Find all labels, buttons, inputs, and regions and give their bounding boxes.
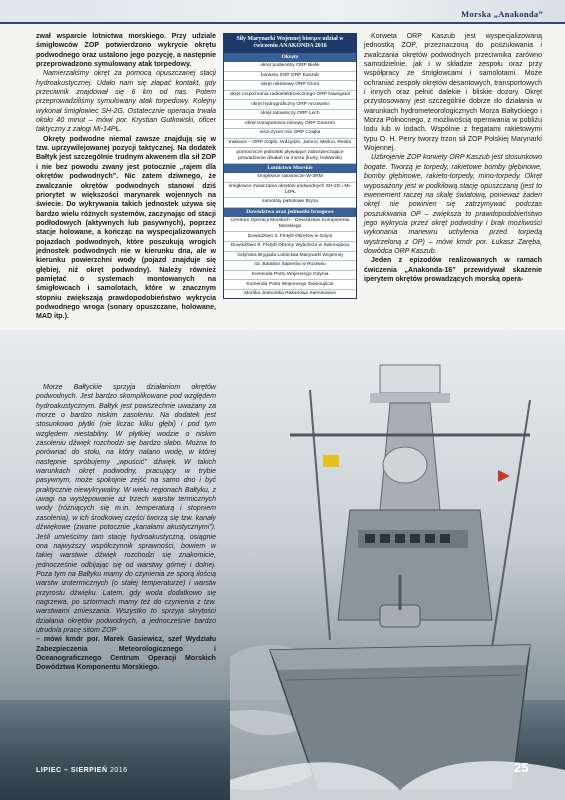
list-item: Morska Jednostka Rakietowa Siemirowice [244, 291, 336, 297]
list-item: 43. Batalion Saperów w Rozewiu [224, 261, 356, 271]
paragraph: Namierzaliśmy okręt za pomocą opuszczanej stacji hydroakustycznej. Udało nam się złapać kontakt, gdy przeciwnik znajdował się 6 km od nas. Potem przeprowadziliśmy symulowany atak torpedowy. Kolejny wykonał śmigłowiec SH-2G. Ostatecznie operacja trwała około 40 minut – mówi por. Krystian Gutkowski, oficer taktyczny z załogi Mi-14PŁ. [36, 70, 216, 134]
list-item: niszczyciel min ORP Czajka [224, 129, 356, 139]
header-rule [0, 22, 565, 24]
list-item: Dowództwo 8. Flotylli Obrony Wybrzeża w Świnoujściu [224, 242, 356, 252]
issue-months: LIPIEC – SIERPIEŃ [36, 767, 108, 774]
list-item: okręt hydrograficzny ORP Arctowski [224, 100, 356, 110]
list-item: Gdyńska Brygada Lotnictwa Marynarki Wojennej [224, 252, 356, 262]
paragraph: zwał wsparcie lotnictwa morskiego. Przy udziale śmigłowców ZOP potwierdzono wykrycie okrętu podwodnego oraz ustalono jego pozycję, a następnie przeprowadzono symulowany atak torpedowy. [36, 33, 216, 69]
corvette-photo [230, 360, 565, 800]
list-item: samoloty patrolowe Bryza [224, 198, 356, 208]
paragraph: Morze Bałtyckie sprzyja działaniom okrętów podwodnych. Jest bardzo skomplikowane pod względem hydroakustycznym. Bałtyk jest powszechnie uważany za morze o bardzo niskim zasoleniu. Na dodatek jest stosunkowo płytki (nie liczac kilku głębi) i pod tym względem niestabilny. W płytkiej wodzie o niskim zasoleniu dźwięk rozchodzi się bardzo słabo. Można to porównać do stołu, na który nalano wodę, w której następnie spróbujemy „wpuścić” dźwięk. W takich warunkach okręt podwodny, pracujący w trybie pasywnym, może spokojnie zejść na samo dno i być praktycznie niewykrywalny. W wielu regionach Bałtyku, z uwagi na występowanie aż trzech warstw termicznych wody (różniących się m.in. temperaturą i stopniem zasolenia), w ich środkowej części tworzą się tzw. kanały dźwiękowe (zwane potocznie „kanałami akustycznymi”). Jeśli umieścimy tam stację hydroakustyczną, osiągnie ona najwyższy współczynnik sprawności, bowiem w takiej warstwie dźwięk rozchodzi się znakomicie, jednocześnie odbijając się od warstwy górnej i dolnej. Poza tym na Bałtyku mamy do czynienia ze sporą ilością warstw izotermicznych (o stałej temperaturze) i warstw przyrostu dźwięku. Latem, gdy woda dodatkowo się nagrzewa, po sztormach mamy też do czynienia z tzw. warstwami zmieszania. Wszystko to sprzyja skrytości działania okrętów podwodnych, a jednocześnie bardzo utrudnia pracę sitom ZOP [36, 384, 216, 634]
sidebar-section-aviation: Lotnictwo Morskie [224, 164, 356, 173]
paragraph: Korweta ORP Kaszub jest wyspecjalizowaną jednostką ZOP, przeznaczoną do poszukiwania i zwalczania okrętów podwodnych przeciwnika zarówno samodzielnie, jak i w składzie zespołu oraz przy współpracy ze śmigłowcami i samolotami. Może ochraniać zespoły okrętów desantowych, transportowych i innych oraz pełnić dalekie i bliskie dozory. Okręt przystosowany jest szczególnie dobrze do działania w warunkach hydrometeorologicznych Morza Bałtyckiego i Morza Północnego, z możliwością operowania w pobliżu lodu lub w lodach. Wspólnie z fregatami rakietowymi typu O. H. Perry tworzy trzon sił ZOP Polskiej Marynarki Wojennej. [364, 33, 542, 153]
column-right [364, 32, 542, 284]
list-item: okręt podwodny ORP Bielik [224, 62, 356, 72]
list-item: Centrum Operacji Morskich – Dowództwo Komponentu Morskiego [224, 217, 356, 233]
list-item: trałowce – ORP Gopło, Wdzydze, Jamno, Mielno, Resko [224, 139, 356, 149]
paragraph: Uzbrojenie ZOP korwety ORP Kaszub jest stosunkowo bogate. Tworzą je torpedy, rakietowe bomby głębinowe, bomby głębinowe, rakieto-torpedy, mino-torpedy. Okręt wyposażony jest w podkilową stację opuszczaną (jest to ewenement raczej na skalę światową, ponieważ żaden okręt nie powinien się zatrzymywać podczas poszukiwania OP – zwiększa to prawdopodobieństwo jego wykrycia przez okręt podwodny i brak możliwości wykonania manewru uchylenia przed torpedą wystrzeloną z OP) – mówi kmdr por. Łukasz Zaręba, dowódca ORP Kaszub. [364, 154, 542, 255]
sidebar-section-ships: Okręty [224, 53, 356, 62]
list-item: okręt rakietowy ORP Grom [224, 81, 356, 91]
column-left-bottom [36, 383, 216, 673]
forces-sidebar-box [223, 33, 357, 299]
issue-year: 2016 [109, 767, 128, 774]
paragraph: Jeden z epizodów realizowanych w ramach ćwiczenia „Anakonda-16” przewidywał skażenie iperytem okrętów prowadzących morską opera- [364, 257, 542, 283]
list-item: śmigłowce zwalczania okrętów podwodnych SH-2G i Mi-14PŁ [224, 183, 356, 199]
list-item: okręt transportowo-minowy ORP Gniezno [224, 120, 356, 130]
section-title: Morska „Anakonda” [461, 9, 543, 19]
list-item: okręt rozpoznania radioelektronicznego ORP Nawigator [224, 91, 356, 101]
list-item: pomocnicze jednostki pływające zabezpieczające prowadzenie działań na morzu (kutry, holowniki) [224, 148, 356, 164]
page-number: 25 [514, 760, 529, 775]
issue-footer [36, 767, 128, 774]
paragraph: – mówi kmdr por. Marek Gasiewicz, szef Wydziału Zabezpieczenia Meteorologicznego i Oceanograficznego Centrum Operacji Morskich Dowództwa Komponentu Morskiego. [36, 636, 216, 672]
list-item: śmigłowce ratownicze W-3RM [224, 173, 356, 183]
paragraph: Okręty podwodne niemal zawsze znajdują się w tzw. uprzywilejowanej pozycji taktycznej. Na dodatek Bałtyk jest szczególnie trudnym akwenem dla sił ZOP i nie bez powodu zwany jest potocznie „rajem dla okrętów podwodnych”. Nic zatem dziwnego, że zwalczanie okrętów podwodnych stanowi dziś priorytet w większości marynarek wojennych na świecie. Do wykrywania takich jednostek używa się bardzo wielu różnych systemów, zaczynając od stacji podłodowych (aktywnych lub pasywnych), poprzez stacje holowane, a kończąc na wyspecjalizowanych pojazdach podwodnych, które poszukują wrogich jednostek podwodnych nie w kierunku dna, ale w kierunku powierzchni wody (pojazd znajduje się głębiej, niż okręt podwodny). Należy również pamiętać o systemach montowanych na śmigłowcach i samolotach, które w znacznym stopniu zwiększają prawdopodobieństwo wykrycia podwodnego wroga (sonary opuszczane, holowane, MAD itp.). [36, 135, 216, 321]
sidebar-section-commands: Dowództwa oraz jednostki brzegowe [224, 208, 356, 217]
list-item: Komenda Portu Wojennego Świnoujście [224, 280, 356, 290]
list-item: korweta ZOP ORP Kaszub [224, 72, 356, 82]
list-item: Komenda Portu Wojennego Gdynia [224, 271, 356, 281]
column-left-top [36, 32, 216, 322]
list-item: okręt ratowniczy ORP Lech [224, 110, 356, 120]
list-item: Dowództwo 3. Flotylli Okrętów w Gdyni [224, 232, 356, 242]
sidebar-title: Siły Marynarki Wojennej biorące udział w ćwiczeniu ANAKONDA 2016 [224, 34, 356, 53]
